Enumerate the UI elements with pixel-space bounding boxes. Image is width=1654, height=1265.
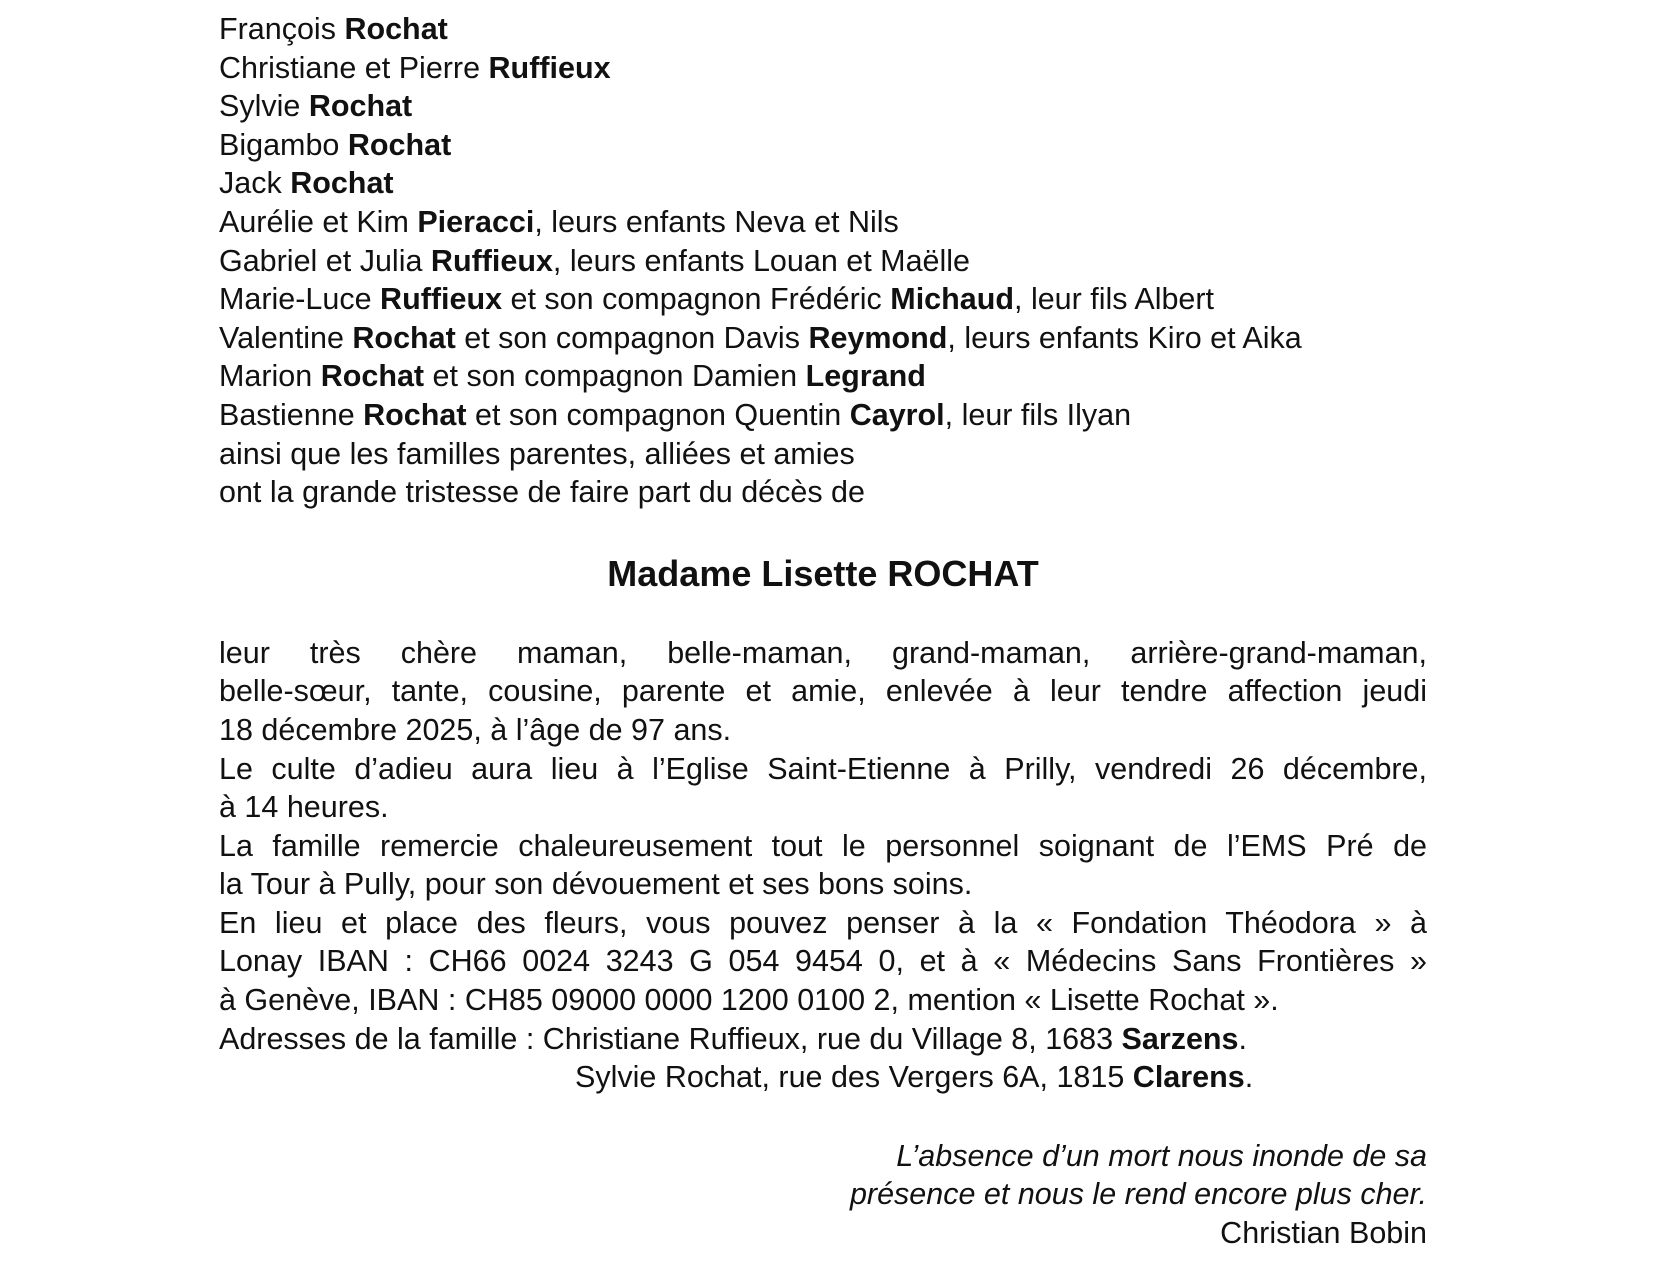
address-line (219, 1058, 1427, 1097)
address-city: Sarzens (1121, 1021, 1239, 1056)
intro-line: ont la grande tristesse de faire part du décès de (219, 475, 865, 510)
body-line: En lieu et place des fleurs, vous pouvez penser à la « Fondation Théodora » à (219, 905, 1427, 940)
deceased-name: Madame Lisette ROCHAT (607, 552, 1039, 594)
partner-text: et son compagnon Damien (424, 359, 806, 394)
surname: Rochat (352, 320, 456, 355)
children: , leurs enfants Louan et Maëlle (552, 243, 971, 278)
family-line (219, 242, 1427, 281)
given-names: Sylvie (219, 89, 309, 124)
family-addresses (219, 1020, 1427, 1097)
family-line (219, 10, 1427, 49)
partner-text: et son compagnon Quentin (466, 397, 850, 432)
surname: Rochat (290, 166, 394, 201)
body-line: La famille remercie chaleureusement tout le personnel soignant de l’EMS Pré de (219, 828, 1427, 863)
family-line (219, 203, 1427, 242)
address-city: Clarens (1132, 1060, 1245, 1095)
given-names: Jack (219, 166, 291, 201)
family-list (219, 10, 1427, 512)
given-names: Marion (219, 359, 321, 394)
given-names: Christiane et Pierre (219, 50, 489, 85)
given-names: François (219, 12, 345, 46)
given-names: Valentine (219, 320, 353, 355)
quote-line: présence et nous le rend encore plus cher. (849, 1177, 1427, 1212)
body-line: Le culte d’adieu aura lieu à l’Eglise Saint-Etienne à Prilly, vendredi 26 décembre, (219, 751, 1427, 786)
surname: Rochat (363, 397, 467, 432)
family-line (219, 49, 1427, 88)
body-line: à 14 heures. (219, 790, 389, 825)
address-text: Christiane Ruffieux, rue du Village 8, 1683 (542, 1021, 1122, 1056)
surname: Rochat (347, 127, 452, 162)
children: , leur fils Ilyan (944, 397, 1132, 432)
family-line (219, 280, 1427, 319)
address-text: Sylvie Rochat, rue des Vergers 6A, 1815 (575, 1060, 1133, 1095)
surname: Ruffieux (488, 50, 611, 85)
surname: Rochat (344, 12, 448, 46)
children: , leur fils Albert (1014, 282, 1215, 317)
obituary-notice (219, 10, 1427, 1253)
address-period: . (1244, 1060, 1254, 1095)
surname: Pieracci (417, 204, 535, 239)
intro-line: ainsi que les familles parentes, alliées et amies (219, 436, 855, 471)
body-line: 18 décembre 2025, à l’âge de 97 ans. (219, 712, 732, 747)
given-names: Gabriel et Julia (219, 243, 431, 278)
family-line (219, 319, 1427, 358)
body-line: la Tour à Pully, pour son dévouement et ses bons soins. (219, 867, 973, 902)
partner-surname: Cayrol (849, 397, 945, 432)
body-line: Lonay IBAN : CH66 0024 3243 G 054 9454 0, et à « Médecins Sans Frontières » (219, 944, 1427, 979)
address-label: Adresses de la famille : (219, 1021, 543, 1056)
quote-line: L’absence d’un mort nous inonde de sa (896, 1138, 1427, 1173)
address-line (219, 1020, 1427, 1059)
partner-surname: Reymond (808, 320, 948, 355)
children: , leurs enfants Neva et Nils (534, 204, 899, 239)
body-line: belle-sœur, tante, cousine, parente et amie, enlevée à leur tendre affection jeudi (219, 674, 1427, 709)
partner-surname: Legrand (805, 359, 926, 394)
given-names: Marie-Luce (219, 282, 381, 317)
family-line (219, 87, 1427, 126)
children: , leurs enfants Kiro et Aika (947, 320, 1302, 355)
surname: Ruffieux (430, 243, 553, 278)
surname: Rochat (308, 89, 413, 124)
given-names: Bastienne (219, 397, 364, 432)
family-line (219, 396, 1427, 435)
partner-text: et son compagnon Davis (455, 320, 809, 355)
surname: Ruffieux (380, 282, 503, 317)
family-line (219, 357, 1427, 396)
given-names: Bigambo (219, 127, 348, 162)
partner-surname: Michaud (890, 282, 1014, 317)
given-names: Aurélie et Kim (219, 204, 418, 239)
body-line: leur très chère maman, belle-maman, grand-maman, arrière-grand-maman, (219, 635, 1427, 670)
body-line: à Genève, IBAN : CH85 09000 0000 1200 0100 2, mention « Lisette Rochat ». (219, 983, 1279, 1018)
surname: Rochat (320, 359, 425, 394)
partner-text: et son compagnon Frédéric (502, 282, 891, 317)
quote-author: Christian Bobin (1220, 1216, 1427, 1251)
closing-quote (219, 1137, 1427, 1253)
address-period: . (1238, 1021, 1247, 1056)
notice-body (219, 634, 1427, 1020)
family-line (219, 164, 1427, 203)
family-line (219, 126, 1427, 165)
